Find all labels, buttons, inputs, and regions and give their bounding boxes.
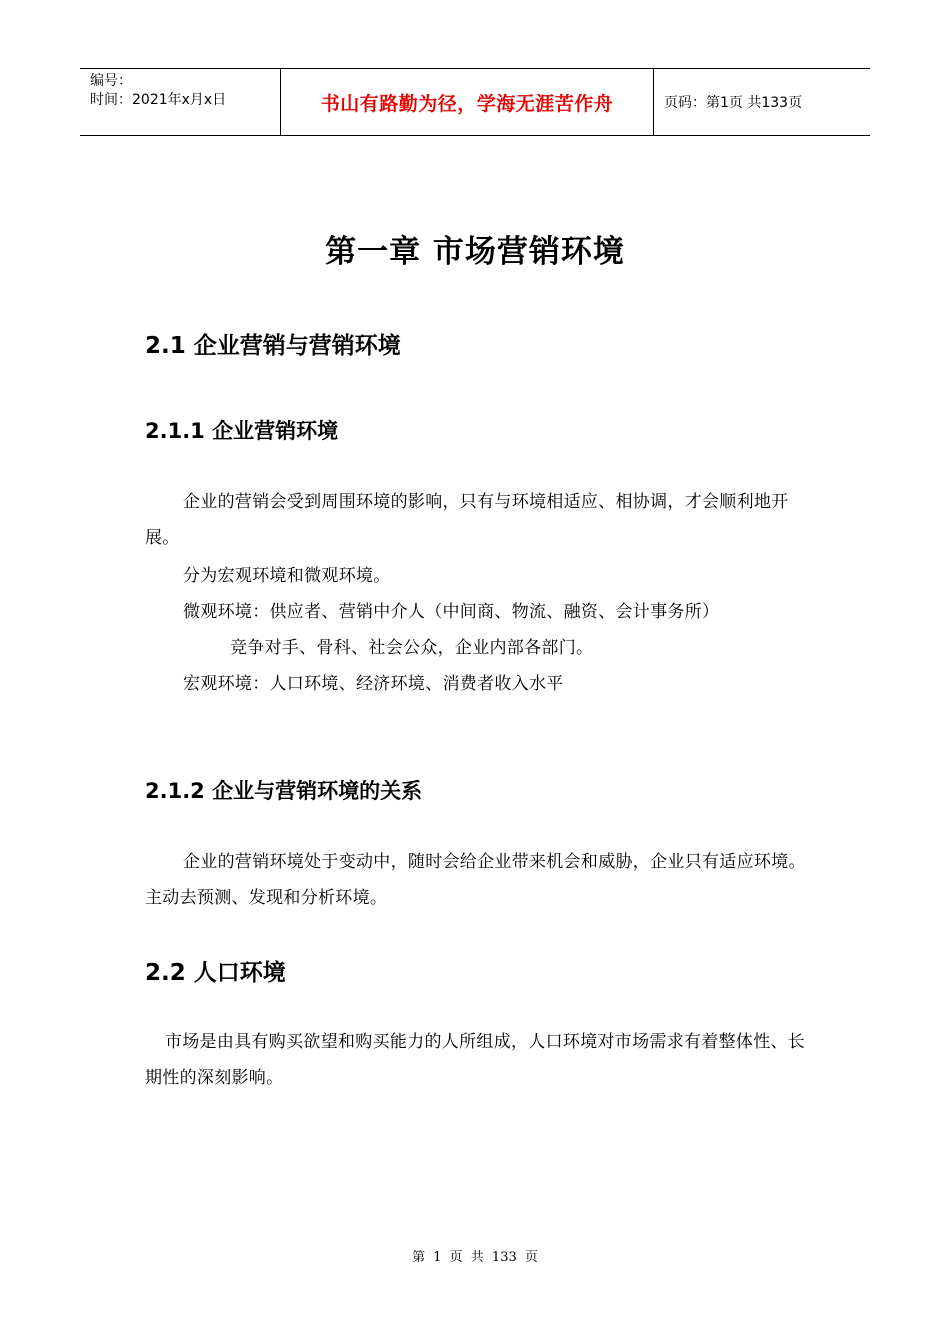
section-2-1-1-heading: 2.1.1 企业营销环境 xyxy=(145,419,339,443)
document-date-label: 时间：2021年x月x日 xyxy=(90,92,227,108)
header-page-number: 页码：第1页 共133页 xyxy=(664,95,803,111)
page-footer: 第 1 页 共 133 页 xyxy=(412,1250,538,1265)
section-2-1-heading: 2.1 企业营销与营销环境 xyxy=(145,333,401,359)
section-2-1-2-heading: 2.1.2 企业与营销环境的关系 xyxy=(145,779,423,803)
chapter-title: 第一章 市场营销环境 xyxy=(325,234,625,270)
section-2-1-1-line-1: 分为宏观环境和微观环境。 xyxy=(183,566,391,586)
page-header xyxy=(80,68,870,136)
section-2-1-2-paragraph: 企业的营销环境处于变动中，随时会给企业带来机会和威胁，企业只有适应环境。主动去预测、发现和分析环境。 xyxy=(145,852,806,908)
header-motto: 书山有路勤为径，学海无涯苦作舟 xyxy=(281,69,654,135)
section-2-2-heading: 2.2 人口环境 xyxy=(145,960,286,986)
section-2-1-1-paragraph: 企业的营销会受到周围环境的影响，只有与环境相适应、相协调，才会顺利地开展。 xyxy=(145,492,789,548)
section-2-1-1-line-3: 竞争对手、骨科、社会公众，企业内部各部门。 xyxy=(230,638,594,658)
header-meta xyxy=(80,69,281,135)
section-2-1-1-line-2: 微观环境：供应者、营销中介人（中间商、物流、融资、会计事务所） xyxy=(183,602,720,622)
document-number-label: 编号： xyxy=(90,73,132,89)
section-2-2-paragraph: 市场是由具有购买欲望和购买能力的人所组成，人口环境对市场需求有着整体性、长期性的深刻影响。 xyxy=(145,1032,806,1088)
section-2-1-1-line-4: 宏观环境：人口环境、经济环境、消费者收入水平 xyxy=(183,674,564,694)
